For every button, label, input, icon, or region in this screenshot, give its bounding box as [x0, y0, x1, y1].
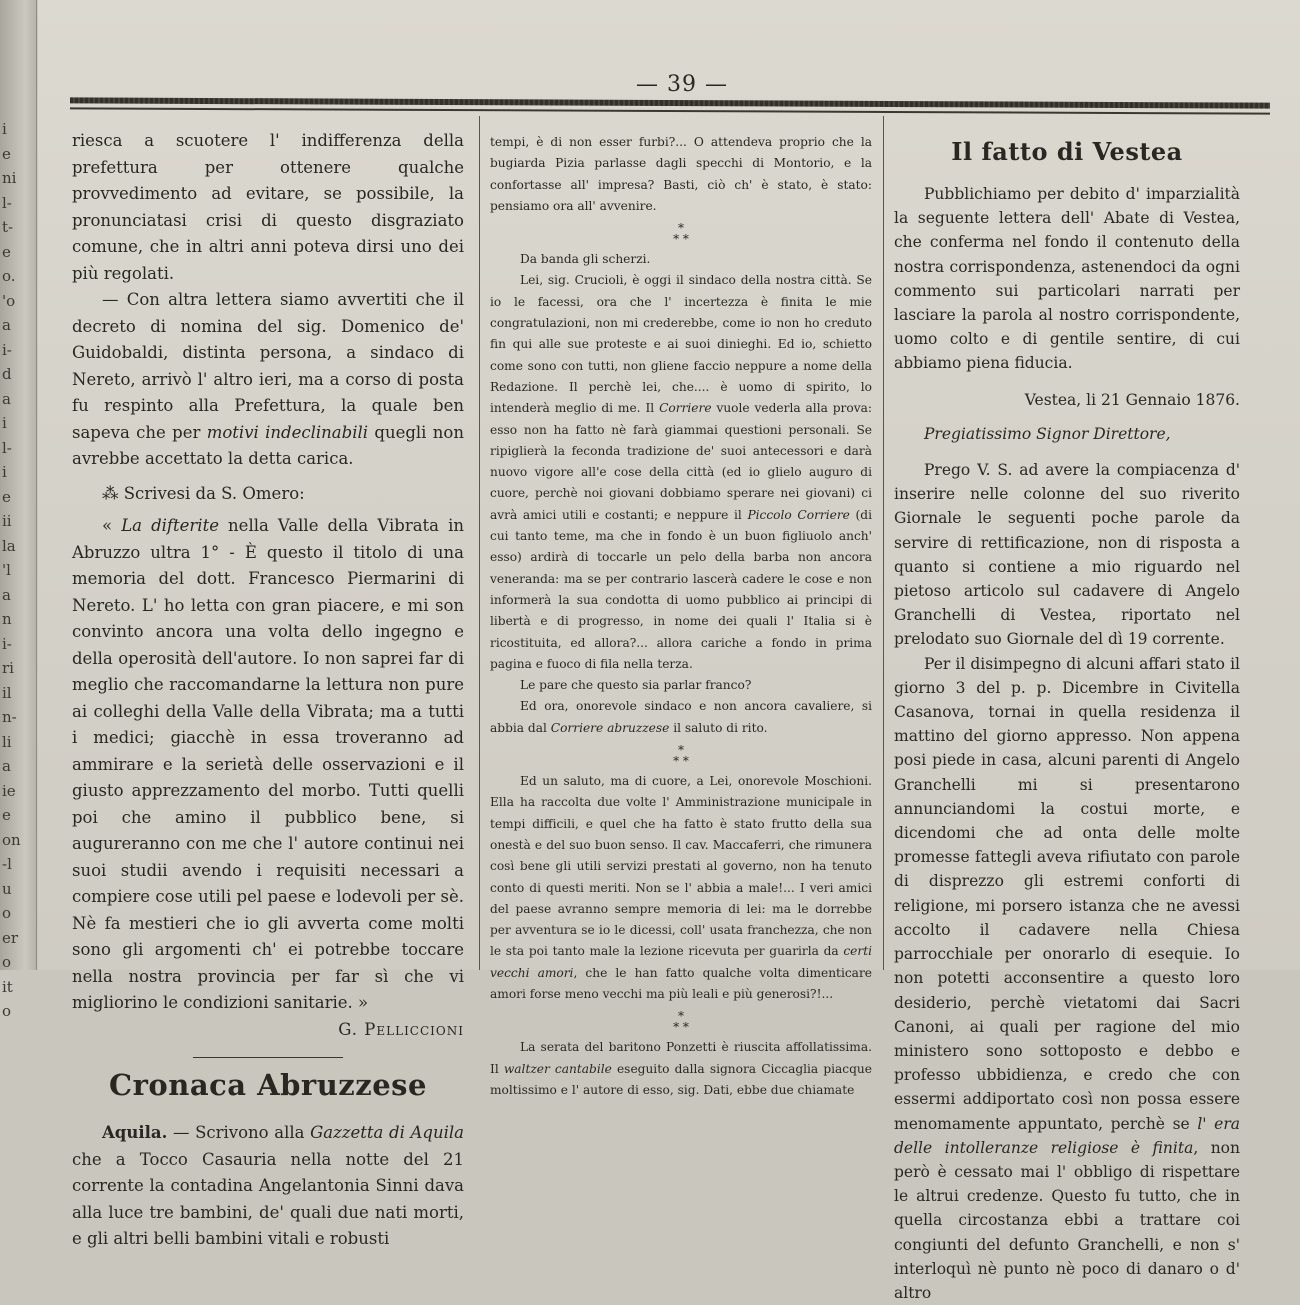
asterism-divider: * * * — [673, 743, 689, 769]
text-run: vuole vederla alla prova: esso non ha fatto nè farà giammai questioni personali. Se ripiglierà la feconda tradizione de' suoi antecessori e darà nuovo vigore all'e cose della città (ed io glielo auguro di cuore, perchè noi giovani dobbiamo sperare nei giovani) ci avrà amici utili e costanti; e neppure il — [490, 401, 872, 522]
strip-fragment: ii — [2, 512, 12, 530]
strip-fragment: a — [2, 389, 11, 408]
strip-fragment: a — [2, 316, 11, 334]
strip-fragment: o — [2, 904, 12, 922]
paragraph-prego: Prego V. S. ad avere la compiacenza d' inserire nelle colonne del suo riverito Giornale le seguenti poche parole da servire di rettificazione, non di risposta a quanto si contiene a mio riguardo nel pietoso articolo sul cadavere di Angelo Granchelli di Vestea, riportato nel prelodato suo Giornale del dì 19 corrente. — [894, 461, 1240, 649]
strip-fragment: t- — [2, 218, 14, 236]
quote-mark: « — [102, 516, 122, 535]
italic-run: Gazzetta di Aquila — [310, 1123, 465, 1142]
strip-fragment: la — [2, 536, 16, 555]
paragraph-saluto — [490, 696, 872, 739]
strip-fragment: l- — [2, 193, 12, 212]
paragraph-scrivesi: ⁂ Scrivesi da S. Omero: — [102, 483, 305, 503]
paragraph-franco: Le pare che questo sia parlar franco? — [520, 678, 752, 693]
strip-fragment: e — [2, 806, 11, 824]
strip-fragment: i — [2, 120, 7, 138]
strip-fragment: a — [2, 757, 11, 775]
strip-fragment: li — [2, 732, 12, 751]
strip-fragment: ni — [2, 169, 17, 187]
paragraph-pubblichiamo: Pubblichiamo per debito d' imparzialità la seguente lettera dell' Abate di Vestea, che conferma nel fondo il contenuto della nostra corrispondenza, astenendoci da ogni commento sui particolari narrati per lasciare la parola al nostro corrispondente, uomo colto e di gentile sentire, di cui abbiamo piena fiducia. — [894, 185, 1240, 373]
text-run: il saluto di rito. — [669, 720, 768, 735]
paragraph-quote — [72, 513, 464, 1017]
text-run: — Con altra lettera siamo avvertiti che il decreto di nomina del sig. Domenico de' Guidobaldi, distinta persona, a sindaco di Nereto, arrivò l' altro ieri, ma a corso di posta fu respinto alla Prefettura, la quale ben sapeva che per — [72, 290, 464, 442]
headline-cronaca: Cronaca Abruzzese — [109, 1068, 427, 1102]
strip-fragment: n — [2, 610, 12, 628]
strip-fragment: 'o — [2, 291, 16, 310]
strip-fragment: l- — [2, 438, 12, 457]
column-right — [894, 136, 1241, 1302]
strip-fragment: o. — [2, 267, 16, 285]
signature — [72, 1017, 464, 1044]
text-run: eseguito dalla signora Ciccaglia piacque moltissimo e l' autore di esso, sig. Dati, ebbe due chiamate — [490, 1061, 872, 1097]
paragraph-serata — [490, 1037, 872, 1101]
newspaper-page — [38, 0, 1300, 1302]
italic-run: waltzer cantabile — [503, 1061, 612, 1076]
text-run: , che le han fatto qualche volta dimenticare amori forse meno vecchi ma più leali e più generosi?!... — [490, 965, 872, 1001]
section-separator — [193, 1057, 343, 1058]
text-run: Ed ora, onorevole sindaco e non ancora cavaliere, si abbia dal — [490, 699, 872, 735]
strip-fragment: e — [2, 242, 11, 261]
italic-run: l' era delle intolleranze religiose è finita — [894, 1114, 1241, 1157]
paragraph-lettera — [72, 287, 464, 473]
page-number: — 39 — — [636, 72, 728, 97]
strip-fragment: a — [2, 585, 11, 604]
signature-name: G. Pelliccioni — [338, 1019, 464, 1039]
column-divider-2 — [883, 116, 884, 970]
paragraph-scherzi: Da banda gli scherzi. — [520, 252, 651, 267]
header-rule — [70, 97, 1270, 108]
paragraph-disimpegno — [894, 652, 1240, 1305]
strip-fragment: o — [2, 1002, 12, 1020]
text-run: La serata del baritono Ponzetti è riuscita affollatissima. Il — [490, 1040, 872, 1076]
asterism-divider: * * * — [673, 221, 689, 247]
italic-run: La difterite — [121, 516, 219, 535]
text-run: Lei, sig. Crucioli, è oggi il sindaco della nostra città. Se io le facessi, ora che l' incertezza è finita le mie congratulazioni, non mi crederebbe, come io non ho creduto fin qui alle sue proteste e ai suoi dinieghi. Ed io, schietto come sono con tutti, non gliene faccio neppure a nome della Redazione. Il perchè lei, che.... è uomo di spirito, lo intenderà meglio di me. Il — [490, 273, 872, 416]
strip-fragment: e — [2, 487, 11, 506]
italic-run: Corriere abruzzese — [550, 720, 670, 735]
asterism-divider: * * * — [673, 1009, 689, 1035]
strip-fragment: i- — [2, 340, 12, 359]
text-run: , non però è cessato mai l' obbligo di rispettare le altrui credenze. Questo fu tutto, che in quella circostanza ebbi a trattare coi congiunti del defunto Granchelli, e non s' interloquì nè punto nè poco di danaro o d' altro — [894, 1138, 1240, 1302]
text-run: Per il disimpegno di alcuni affari stato il giorno 3 del p. p. Dicembre in Civitella Casanova, tornai in quella residenza il mattino del giorno appresso. Non appena posi piede in casa, alcuni parenti di Angelo Granchelli mi si presentarono annunciandomi la costui morte, e dicendomi che ad onta delle molte promesse fattegli aveva rifiutato con parole di disprezzo gli estremi conforti di religione, mi porsero istanza che ne avessi accolto il cadavere nella Chiesa parrocchiale per onorarlo di esequie. Io non potetti acconsentire a questo loro desiderio, perchè vietatomi dai Sacri Canoni, ai quali per ragione del mio ministero sono sottoposto e debbo e professo ubbidienza, e credo che con essermi addiportato così non possa essere menomamente appuntato, perchè se — [894, 654, 1240, 1133]
strip-fragment: i- — [2, 634, 12, 653]
paragraph-furbi: tempi, è di non esser furbi?... O attendeva proprio che la bugiarda Pizia parlasse dagli specchi di Montorio, e la confortasse all' impresa? Basti, ciò ch' è stato, è stato: pensiamo ora all' avvenire. — [490, 135, 872, 213]
text-run: Ed un saluto, ma di cuore, a Lei, onorevole Moschioni. Ella ha raccolta due volte l' Amministrazione municipale in tempi difficili, e quel che ha fatto è stato frutto della sua onestà e del suo buon senso. Il cav. Maccaferri, che rimunera così bene gli utili servizi prestati al governo, non ha tenuto conto di questi meriti. Non se l' abbia a male!... I veri amici del paese avranno sempre memoria di lei: ma le dorrebbe per avventura se io le dicessi, coll' usata franchezza, che non le sta poi tanto male la lezione ricevuta per guarirla da — [490, 774, 872, 959]
italic-run: Piccolo Corriere — [747, 507, 850, 522]
strip-fragment: e — [2, 144, 11, 163]
dateline: Vestea, li 21 Gennaio 1876. — [1024, 390, 1240, 409]
text-run: nella Valle della Vibrata in Abruzzo ultra 1° - È questo il titolo di una memoria del dott. Francesco Piermarini di Nereto. L' ho letta con gran piacere, e mi son convinto ancora una volta dello ingegno e della operosità dell'autore. Io non saprei far di meglio che raccomandarne la lettura non pure ai colleghi della Valle della Vibrata; ma a tutti i medici; giacchè in essa troveranno ad ammirare e la serietà delle osservazioni e il giusto apprezzamento del morbo. Tutti quelli poi che amino il pubblico bene, si augureranno con me che l' autore continui nei suoi studii avendo i requisiti necessari a compiere cose utili pel paese e lodevoli per sè. Nè fa mestieri che io gli avverta come molti sono gli argomenti ch' ei potrebbe toccare nella nostra provincia per far sì che vi migliorino le condizioni sanitarie. » — [72, 516, 464, 1012]
italic-run: motivi indeclinabili — [206, 422, 369, 442]
strip-fragment: o — [2, 953, 12, 971]
strip-fragment: d — [2, 365, 12, 383]
paragraph-crucioli — [490, 270, 872, 675]
strip-fragment: il — [2, 683, 12, 702]
paragraph-intro: riesca a scuotere l' indifferenza della prefettura per ottenere qualche provvedimento ad evitare, se possibile, la pronunciatasi crisi di questo disgraziato comune, che in altri anni poteva dirsi uno dei più regolati. — [72, 131, 464, 283]
place-name: Aquila. — [102, 1123, 168, 1142]
adjacent-page-strip — [0, 0, 37, 1020]
text-run: (di cui tanto teme, ma che in fondo è un buon figliuolo anch' esso) ardirà di toccarle un pelo della barba non ancora veneranda: ma se per contrario lascerà cadere le cose e non informerà la sua condotta di uomo pubblico ai principi di libertà e di progresso, in nome dei quali l' Italia si è ricostituita, ed allora?... allora cariche a fondo in prima pagina e fuoco di fila nella terza. — [490, 507, 872, 671]
column-left — [72, 128, 465, 1248]
salutation: Pregiatissimo Signor Direttore, — [924, 424, 1171, 443]
strip-fragment: on — [2, 830, 21, 849]
column-divider-1 — [479, 116, 480, 970]
strip-fragment: 'l — [2, 561, 11, 579]
text-run: — Scrivono alla — [167, 1123, 311, 1142]
italic-run: certi vecchi amori — [490, 944, 872, 980]
strip-fragment: ie — [2, 781, 16, 800]
headline-vestea: Il fatto di Vestea — [951, 137, 1183, 166]
strip-fragment: it — [2, 977, 13, 996]
strip-fragment: n- — [2, 708, 17, 726]
strip-fragment: i — [2, 414, 7, 432]
column-middle — [490, 132, 872, 1097]
italic-run: Corriere — [659, 401, 712, 416]
strip-fragment: ri — [2, 659, 14, 677]
paragraph-aquila — [72, 1120, 464, 1253]
strip-fragment: -l — [2, 855, 12, 873]
text-run: quegli non avrebbe accettato la detta carica. — [72, 422, 464, 468]
strip-fragment: i — [2, 463, 7, 481]
strip-fragment: er — [2, 928, 19, 947]
paragraph-moschioni — [490, 771, 872, 1005]
text-run: che a Tocco Casauria nella notte del 21 corrente la contadina Angelantonia Sinni dava alla luce tre bambini, de' quali due nati morti, e gli altri belli bambini vitali e robusti — [72, 1149, 464, 1248]
header-rule-thin — [70, 107, 1270, 114]
strip-fragment: u — [2, 879, 12, 898]
